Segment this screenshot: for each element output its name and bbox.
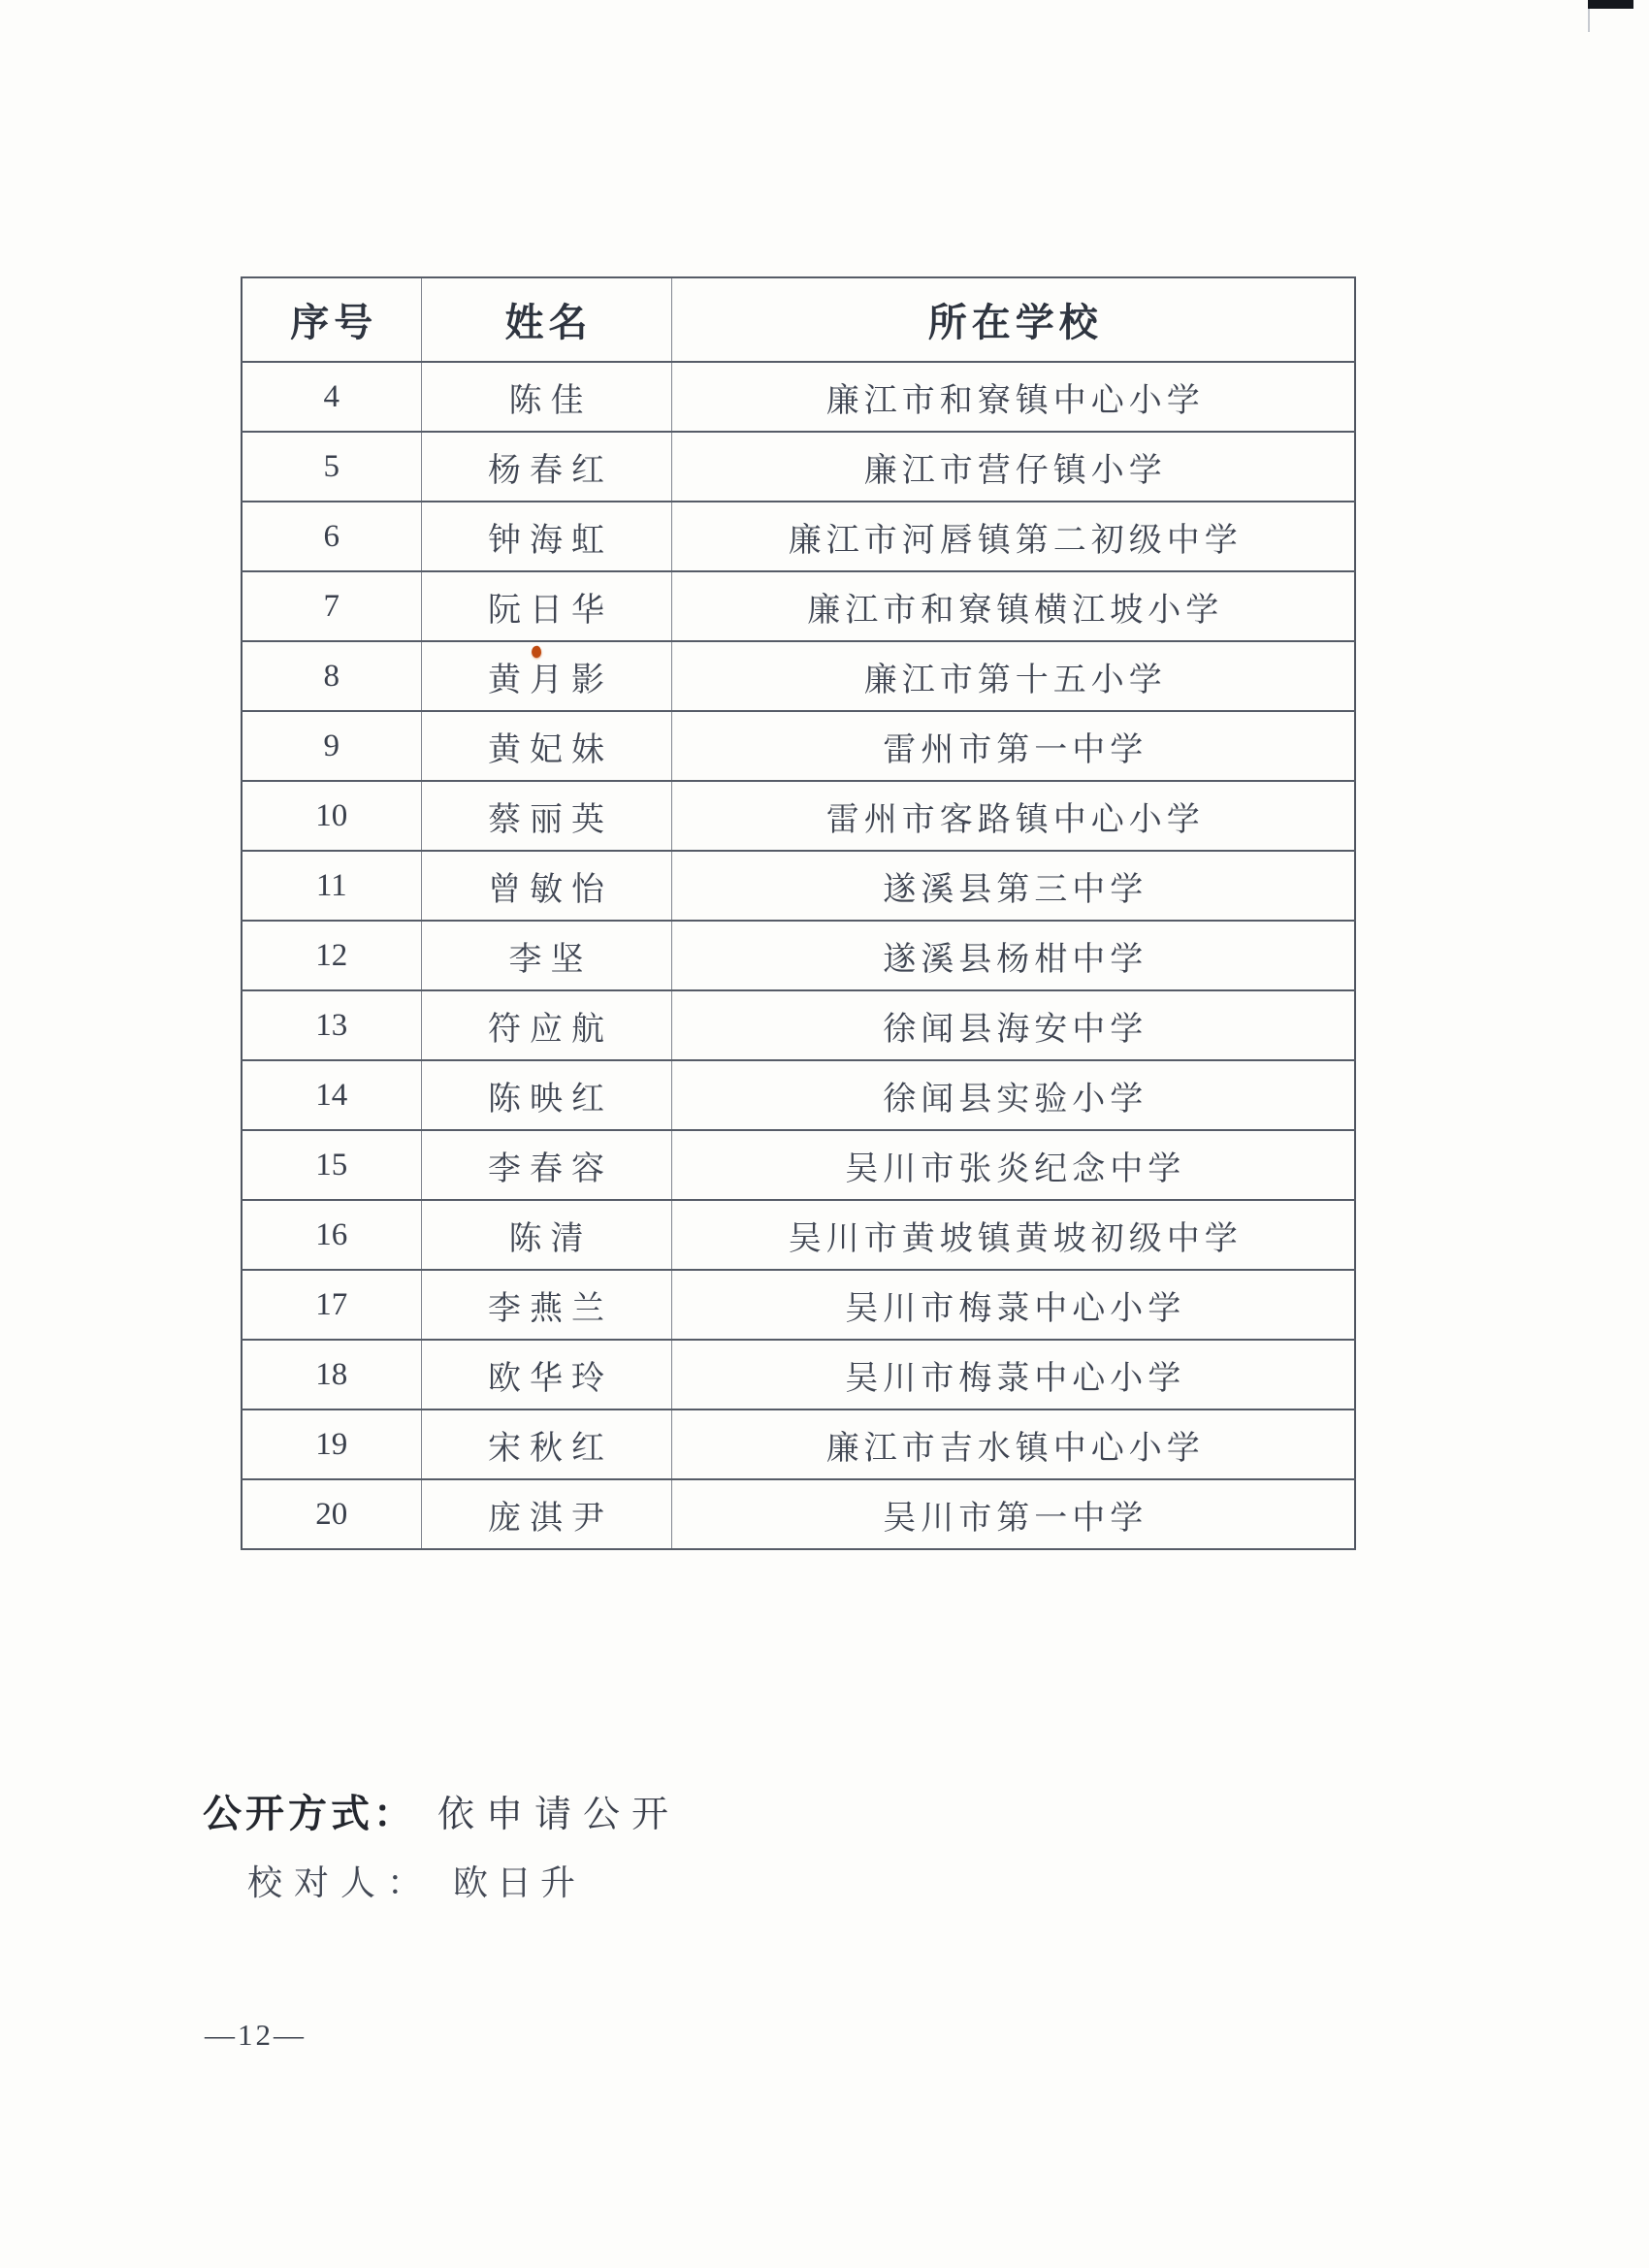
cell-serial	[242, 1130, 421, 1200]
cell-name-text: 钟海虹	[488, 522, 613, 559]
cell-school-text: 吴川市张炎纪念中学	[845, 1150, 1186, 1187]
cell-school-text: 徐闻县海安中学	[883, 1011, 1148, 1048]
cell-school	[671, 1409, 1355, 1479]
table-row	[242, 990, 1355, 1060]
cell-name-text: 庞淇尹	[488, 1500, 613, 1537]
cell-serial-text: 15	[315, 1147, 348, 1183]
cell-name	[421, 921, 671, 990]
cell-name-text: 陈清	[508, 1220, 593, 1257]
cell-serial	[242, 502, 421, 571]
cell-name	[421, 1130, 671, 1200]
table-row	[242, 1270, 1355, 1340]
cell-name	[421, 781, 671, 851]
cell-name-text: 李燕兰	[488, 1290, 613, 1327]
cell-name-text: 欧华玲	[488, 1360, 613, 1397]
cell-serial-text: 4	[323, 378, 340, 414]
cell-serial-text: 5	[323, 448, 340, 484]
cell-name-text: 黄妃妹	[488, 731, 613, 768]
cell-serial	[242, 1270, 421, 1340]
table-row	[242, 1200, 1355, 1270]
cell-serial-text: 13	[315, 1007, 348, 1043]
cell-school-text: 雷州市第一中学	[883, 731, 1148, 768]
column-header-school-text: 所在学校	[927, 301, 1103, 344]
cell-serial	[242, 432, 421, 502]
cell-name	[421, 641, 671, 711]
cell-school	[671, 1200, 1355, 1270]
cell-school-text: 吴川市梅菉中心小学	[845, 1360, 1186, 1397]
cell-school	[671, 1479, 1355, 1549]
scan-corner-mark	[1588, 0, 1633, 9]
cell-serial-text: 10	[315, 797, 348, 833]
cell-name-text: 李春容	[488, 1150, 613, 1187]
proofreader-value: 欧日升	[453, 1863, 585, 1902]
cell-serial	[242, 362, 421, 432]
table-header-row	[242, 277, 1355, 362]
cell-serial	[242, 1409, 421, 1479]
cell-name-text: 宋秋红	[488, 1430, 613, 1467]
cell-serial	[242, 1479, 421, 1549]
cell-name-text: 蔡丽英	[488, 801, 613, 838]
cell-serial-text: 9	[323, 728, 340, 763]
cell-school-text: 吴川市黄坡镇黄坡初级中学	[788, 1220, 1243, 1257]
table-row	[242, 1060, 1355, 1130]
cell-name-text: 曾敏怡	[488, 871, 613, 908]
cell-name-text: 阮日华	[488, 592, 613, 629]
table-row	[242, 641, 1355, 711]
cell-serial-text: 11	[315, 867, 347, 903]
cell-name-text: 杨春红	[488, 452, 613, 489]
table-row	[242, 1130, 1355, 1200]
cell-name-text: 李坚	[508, 941, 593, 978]
cell-school-text: 遂溪县杨柑中学	[883, 941, 1148, 978]
cell-serial-text: 7	[323, 588, 340, 624]
cell-name	[421, 1479, 671, 1549]
column-header-name-text: 姓名	[504, 301, 593, 344]
cell-school-text: 徐闻县实验小学	[883, 1081, 1148, 1118]
table-row	[242, 781, 1355, 851]
proofreader-label: 校对人：	[247, 1863, 435, 1902]
cell-school	[671, 432, 1355, 502]
cell-name-text: 符应航	[488, 1011, 613, 1048]
cell-name	[421, 711, 671, 781]
column-header-serial	[242, 277, 421, 362]
cell-serial-text: 19	[315, 1426, 348, 1462]
cell-school-text: 吴川市第一中学	[883, 1500, 1148, 1537]
cell-school	[671, 571, 1355, 641]
cell-name-text: 陈映红	[488, 1081, 613, 1118]
table-row	[242, 362, 1355, 432]
cell-school-text: 遂溪县第三中学	[883, 871, 1148, 908]
cell-serial-text: 6	[323, 518, 340, 554]
cell-serial	[242, 781, 421, 851]
cell-name	[421, 1409, 671, 1479]
table-row	[242, 1479, 1355, 1549]
table-row	[242, 502, 1355, 571]
table-row	[242, 432, 1355, 502]
cell-school-text: 廉江市营仔镇小学	[863, 452, 1167, 489]
table-body	[242, 362, 1355, 1549]
publication-method-label: 公开方式：	[203, 1793, 416, 1835]
cell-name	[421, 432, 671, 502]
cell-name-text: 陈佳	[508, 382, 593, 419]
cell-serial-text: 8	[323, 658, 340, 694]
cell-serial-text: 14	[315, 1077, 348, 1113]
cell-serial	[242, 641, 421, 711]
table-row	[242, 711, 1355, 781]
cell-school	[671, 641, 1355, 711]
teacher-roster-table	[241, 276, 1356, 1550]
cell-serial-text: 16	[315, 1216, 348, 1252]
cell-school-text: 雷州市客路镇中心小学	[825, 801, 1205, 838]
cell-name	[421, 851, 671, 921]
column-header-serial-text: 序号	[290, 301, 378, 344]
cell-serial	[242, 851, 421, 921]
cell-serial-text: 17	[315, 1286, 348, 1322]
cell-school	[671, 921, 1355, 990]
cell-school	[671, 781, 1355, 851]
cell-name	[421, 1270, 671, 1340]
cell-school-text: 廉江市和寮镇横江坡小学	[807, 592, 1224, 629]
cell-name	[421, 1200, 671, 1270]
cell-name	[421, 990, 671, 1060]
cell-school	[671, 362, 1355, 432]
cell-school	[671, 1340, 1355, 1409]
cell-serial	[242, 921, 421, 990]
cell-school-text: 吴川市梅菉中心小学	[845, 1290, 1186, 1327]
table-row	[242, 921, 1355, 990]
table-row	[242, 571, 1355, 641]
cell-school-text: 廉江市河唇镇第二初级中学	[788, 522, 1243, 559]
cell-school-text: 廉江市吉水镇中心小学	[825, 1430, 1205, 1467]
cell-serial-text: 18	[315, 1356, 348, 1392]
cell-serial-text: 12	[315, 937, 348, 973]
cell-name	[421, 1060, 671, 1130]
cell-serial	[242, 711, 421, 781]
table-row	[242, 851, 1355, 921]
cell-school-text: 廉江市第十五小学	[863, 662, 1167, 698]
publication-method-line	[203, 1783, 680, 1838]
cell-serial	[242, 1200, 421, 1270]
scan-corner-tail-line	[1588, 9, 1590, 32]
cell-name	[421, 571, 671, 641]
page-number: —12—	[205, 2018, 307, 2052]
cell-school-text: 廉江市和寮镇中心小学	[825, 382, 1205, 419]
cell-school	[671, 1270, 1355, 1340]
cell-school	[671, 990, 1355, 1060]
cell-name	[421, 1340, 671, 1409]
proofreader-line	[247, 1856, 584, 1905]
cell-serial	[242, 1060, 421, 1130]
cell-name	[421, 362, 671, 432]
cell-school	[671, 502, 1355, 571]
cell-school	[671, 851, 1355, 921]
table-row	[242, 1340, 1355, 1409]
cell-serial	[242, 1340, 421, 1409]
cell-school	[671, 711, 1355, 781]
cell-name	[421, 502, 671, 571]
cell-name-text: 黄月影	[488, 662, 613, 698]
cell-serial-text: 20	[315, 1496, 348, 1532]
table-row	[242, 1409, 1355, 1479]
column-header-school	[671, 277, 1355, 362]
column-header-name	[421, 277, 671, 362]
cell-serial	[242, 990, 421, 1060]
cell-school	[671, 1060, 1355, 1130]
publication-method-value: 依申请公开	[437, 1795, 681, 1835]
cell-school	[671, 1130, 1355, 1200]
cell-serial	[242, 571, 421, 641]
